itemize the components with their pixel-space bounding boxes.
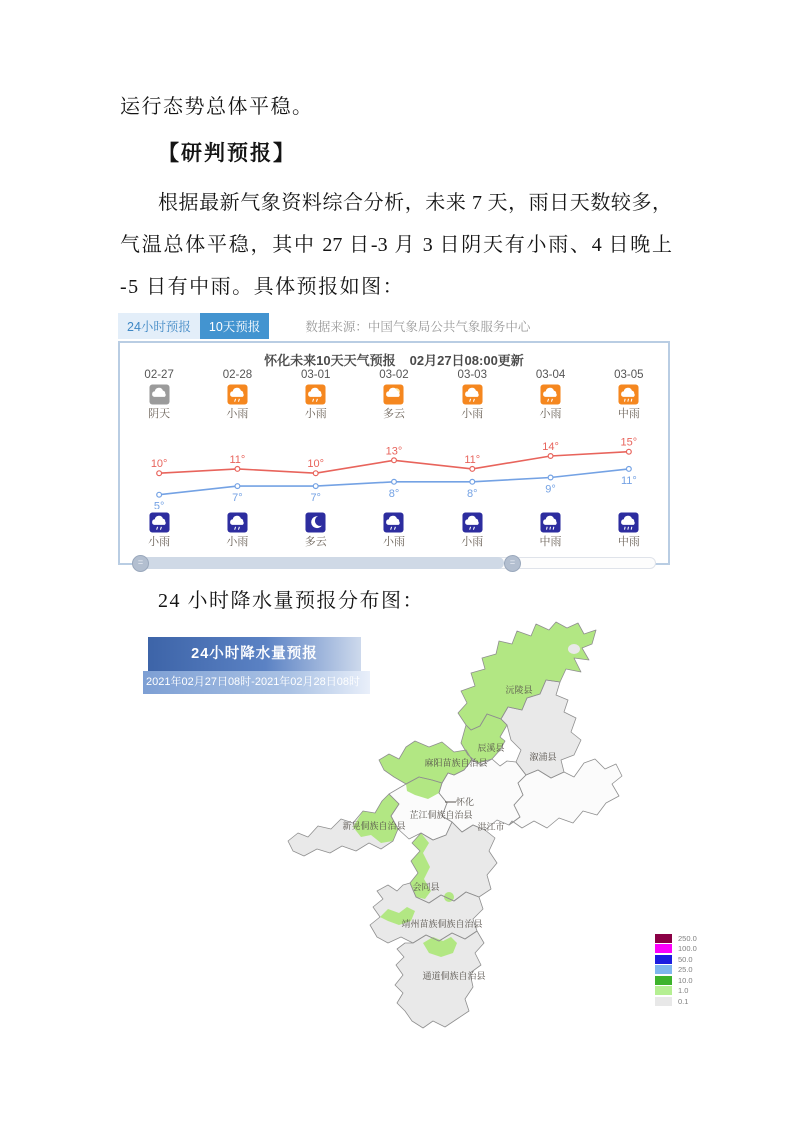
legend-row <box>655 996 697 1007</box>
legend-value: 1.0 <box>678 986 689 996</box>
body-text-line: 气温总体平稳，其中 27 日-3 月 3 日阴天有小雨、4 日晚上 <box>120 234 672 256</box>
legend-row <box>655 975 697 986</box>
svg-text:8°: 8° <box>467 487 478 500</box>
body-text-line: -5 日有中雨。具体预报如图： <box>120 276 405 298</box>
body-text-line: 运行态势总体平稳。 <box>120 96 314 118</box>
county-label: 靖州苗族侗族自治县 <box>401 919 483 929</box>
forecast-night-column <box>511 509 589 549</box>
legend-row <box>655 933 697 944</box>
data-source-text: 数据来源：中国气象局公共气象服务中心 <box>305 320 531 334</box>
forecast-day-column <box>433 369 511 421</box>
forecast-day-column <box>590 369 668 421</box>
light-rain-night-icon <box>462 512 483 533</box>
precip-map-period: 2021年02月27日08时-2021年02月28日08时 <box>143 671 370 694</box>
svg-text:7°: 7° <box>310 492 321 505</box>
county-label: 芷江侗族自治县 <box>409 810 473 820</box>
day-weather-label: 中雨 <box>617 408 640 420</box>
forecast-range-slider[interactable] <box>132 555 656 569</box>
svg-text:8°: 8° <box>388 487 400 500</box>
light-rain-day-icon <box>227 384 248 405</box>
light-rain-day-icon <box>305 384 326 405</box>
legend-color-swatch <box>655 944 672 953</box>
night-weather-label: 小雨 <box>382 536 405 548</box>
svg-text:10°: 10° <box>150 458 168 471</box>
cloudy-night-icon <box>305 512 326 533</box>
widget-update-time: 02月27日08:00更新 <box>409 353 524 368</box>
section-heading: 【研判预报】 <box>158 141 296 165</box>
svg-text:15°: 15° <box>620 436 638 449</box>
precip-map-title-banner: 24小时降水量预报 <box>148 637 361 671</box>
svg-text:11°: 11° <box>620 474 637 487</box>
legend-value: 10.0 <box>678 975 693 985</box>
legend-color-swatch <box>655 934 672 943</box>
svg-text:10°: 10° <box>307 458 325 471</box>
forecast-date: 02-28 <box>222 369 253 381</box>
legend-row <box>655 954 697 965</box>
legend-color-swatch <box>655 976 672 985</box>
legend-value: 250.0 <box>678 933 697 943</box>
day-weather-label: 小雨 <box>304 408 327 420</box>
light-rain-night-icon <box>149 512 170 533</box>
county-label: 会同县 <box>412 882 440 892</box>
light-rain-day-icon <box>540 384 561 405</box>
light-rain-night-icon <box>227 512 248 533</box>
night-weather-label: 中雨 <box>539 536 562 548</box>
slider-selected-range[interactable] <box>132 557 504 569</box>
forecast-date: 03-01 <box>300 369 331 381</box>
forecast-tab-bar <box>118 313 530 339</box>
widget-title <box>120 350 668 369</box>
county-label: 沅陵县 <box>505 685 533 695</box>
day-weather-label: 多云 <box>382 408 405 420</box>
widget-title-text: 怀化未来10天天气预报 <box>264 353 396 368</box>
light-rain-night-icon <box>383 512 404 533</box>
day-weather-label: 小雨 <box>539 408 562 420</box>
forecast-date: 03-03 <box>457 369 487 381</box>
legend-row <box>655 986 697 997</box>
day-weather-label: 小雨 <box>226 408 249 420</box>
legend-row <box>655 965 697 976</box>
day-weather-label: 阴天 <box>148 408 171 420</box>
forecast-night-column <box>277 509 355 549</box>
legend-color-swatch <box>655 997 672 1006</box>
legend-color-swatch <box>655 965 672 974</box>
cloudy-day-icon <box>383 384 404 405</box>
day-forecast-row <box>120 369 668 421</box>
county-label: 溆浦县 <box>529 752 557 762</box>
forecast-day-column <box>198 369 276 421</box>
weather-forecast-widget <box>118 341 670 565</box>
svg-text:11°: 11° <box>464 453 481 466</box>
svg-text:7°: 7° <box>232 492 243 505</box>
county-label: 辰溪县 <box>477 743 505 753</box>
legend-value: 50.0 <box>678 954 693 964</box>
light-rain-day-icon <box>462 384 483 405</box>
tab-10day-forecast[interactable]: 10天预报 <box>200 313 269 339</box>
forecast-date: 02-27 <box>144 369 174 381</box>
moderate-rain-night-icon <box>540 512 561 533</box>
county-label: 怀化 <box>455 797 475 807</box>
county-label: 洪江市 <box>477 822 505 832</box>
night-weather-label: 小雨 <box>226 536 249 548</box>
body-text-line: 根据最新气象资料综合分析，未来 7 天，雨日天数较多， <box>158 192 672 214</box>
precipitation-map <box>285 613 665 1038</box>
legend-row <box>655 944 697 955</box>
moderate-rain-night-icon <box>618 512 639 533</box>
slider-right-handle[interactable]: = <box>504 555 521 572</box>
forecast-day-column <box>277 369 355 421</box>
night-weather-label: 小雨 <box>461 536 484 548</box>
svg-text:9°: 9° <box>545 483 556 496</box>
county-label: 麻阳苗族自治县 <box>424 758 488 768</box>
forecast-night-column <box>198 509 276 549</box>
county-label: 通道侗族自治县 <box>422 971 486 981</box>
forecast-night-column <box>120 509 198 549</box>
county-label: 新晃侗族自治县 <box>342 821 406 831</box>
map-caption: 24 小时降水量预报分布图： <box>158 590 424 612</box>
legend-value: 25.0 <box>678 965 693 975</box>
day-weather-label: 小雨 <box>461 408 484 420</box>
night-weather-label: 小雨 <box>148 536 171 548</box>
forecast-date: 03-02 <box>379 369 409 381</box>
night-forecast-row <box>120 509 668 549</box>
night-weather-label: 多云 <box>304 536 327 548</box>
svg-text:13°: 13° <box>385 445 403 458</box>
forecast-day-column <box>355 369 433 421</box>
temperature-line-chart <box>120 423 668 509</box>
legend-value: 0.1 <box>678 996 689 1006</box>
forecast-night-column <box>355 509 433 549</box>
svg-text:11°: 11° <box>229 453 246 466</box>
forecast-date: 03-04 <box>535 369 566 381</box>
forecast-day-column <box>120 369 198 421</box>
legend-color-swatch <box>655 986 672 995</box>
tab-24h-forecast[interactable]: 24小时预报 <box>118 313 200 339</box>
night-weather-label: 中雨 <box>617 536 640 548</box>
svg-text:5°: 5° <box>153 500 165 509</box>
forecast-date: 03-05 <box>614 369 644 381</box>
svg-text:14°: 14° <box>542 441 559 453</box>
forecast-night-column <box>433 509 511 549</box>
forecast-day-column <box>511 369 589 421</box>
legend-value: 100.0 <box>678 944 697 954</box>
slider-left-handle[interactable]: = <box>132 555 149 572</box>
forecast-night-column <box>590 509 668 549</box>
overcast-icon <box>149 384 170 405</box>
legend-color-swatch <box>655 955 672 964</box>
precip-legend <box>655 933 697 1007</box>
moderate-rain-day-icon <box>618 384 639 405</box>
